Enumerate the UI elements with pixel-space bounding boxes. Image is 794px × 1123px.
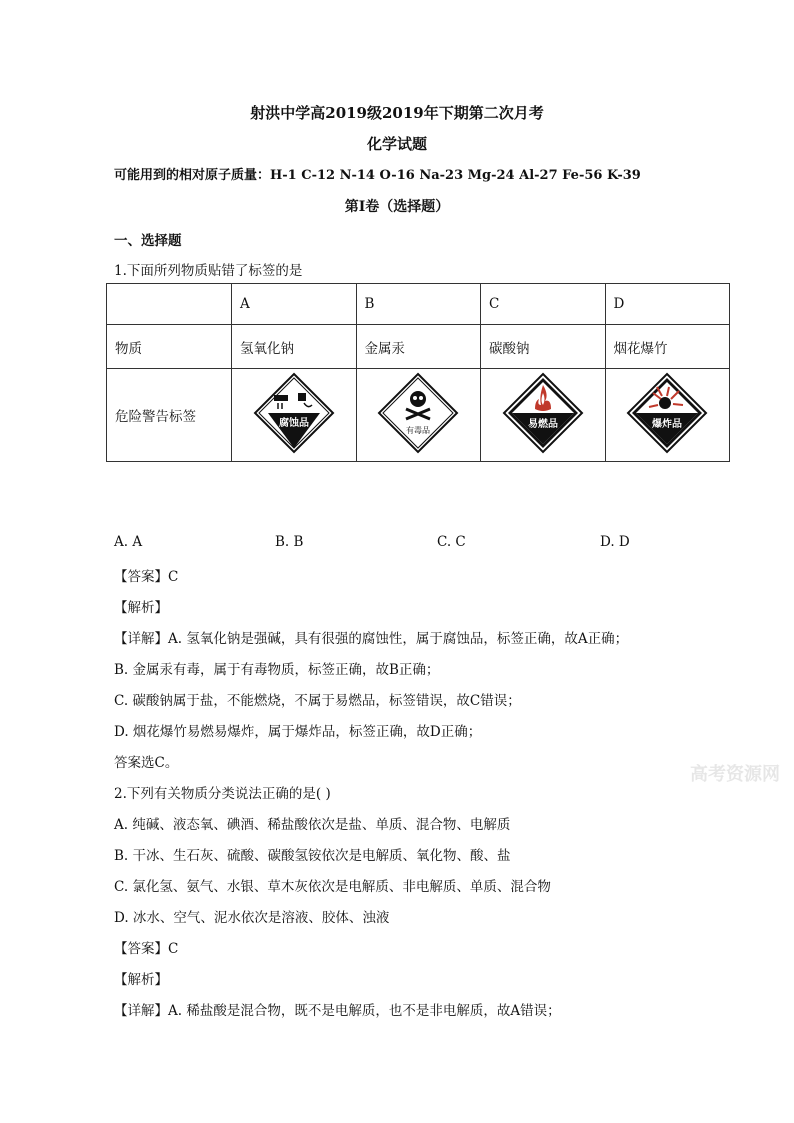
hazard-label-table — [106, 283, 730, 462]
sign-text-a: 腐蚀品 — [278, 418, 309, 429]
substance-a: 氢氧化钠 — [232, 325, 357, 369]
section-heading: 一、选择题 — [114, 233, 182, 249]
q1-conclusion: 答案选C。 — [114, 755, 179, 771]
substance-b: 金属汞 — [356, 325, 481, 369]
q1-option-a: A. A — [114, 534, 143, 550]
sign-text-b: 有毒品 — [406, 426, 431, 435]
sign-cell-a — [232, 369, 357, 462]
table-header-empty — [107, 284, 232, 325]
exam-title: 射洪中学高2019级2019年下期第二次月考 — [250, 104, 544, 122]
substance-c: 碳酸钠 — [481, 325, 606, 369]
sign-cell-c — [481, 369, 606, 462]
q1-option-b: B. B — [275, 534, 304, 550]
row-label-warning: 危险警告标签 — [107, 369, 232, 462]
toxic-sign-icon — [376, 371, 460, 455]
explosive-sign-icon — [625, 371, 709, 455]
sign-text-d: 爆炸品 — [652, 419, 683, 430]
q2-detail-a: 【详解】A. 稀盐酸是混合物，既不是电解质，也不是非电解质，故A错误； — [114, 1003, 561, 1019]
q2-analysis: 【解析】 — [114, 972, 168, 988]
subject-title: 化学试题 — [366, 135, 427, 153]
q2-option-a: A. 纯碱、液态氧、碘酒、稀盐酸依次是盐、单质、混合物、电解质 — [114, 817, 511, 833]
q2-stem: 2.下列有关物质分类说法正确的是( ) — [114, 786, 331, 802]
q2-answer: 【答案】C — [114, 941, 179, 957]
q2-option-d: D. 冰水、空气、泥水依次是溶液、胶体、浊液 — [114, 910, 390, 926]
atomic-mass-line: 可能用到的相对原子质量：H-1 C-12 N-14 O-16 Na-23 Mg-24 Al-27 Fe-56 K-39 — [114, 168, 641, 183]
sign-text-c: 易燃品 — [527, 419, 558, 430]
q1-detail-b: B. 金属汞有毒，属于有毒物质，标签正确，故B正确； — [114, 662, 440, 678]
q2-option-b: B. 干冰、生石灰、硫酸、碳酸氢铵依次是电解质、氧化物、酸、盐 — [114, 848, 511, 864]
q1-detail-a: 【详解】A. 氢氧化钠是强碱，具有很强的腐蚀性，属于腐蚀品，标签正确，故A正确； — [114, 631, 629, 647]
table-header-c: C — [481, 284, 606, 325]
table-header-a: A — [232, 284, 357, 325]
q2-option-c: C. 氯化氢、氨气、水银、草木灰依次是电解质、非电解质、单质、混合物 — [114, 879, 551, 895]
q1-detail-c: C. 碳酸钠属于盐，不能燃烧，不属于易燃品，标签错误，故C错误； — [114, 693, 521, 709]
watermark: 高考资源网 — [690, 764, 780, 785]
sign-cell-d — [605, 369, 730, 462]
q1-option-c: C. C — [437, 534, 466, 550]
sign-cell-b — [356, 369, 481, 462]
q1-answer: 【答案】C — [114, 569, 179, 585]
substance-d: 烟花爆竹 — [605, 325, 730, 369]
corrosive-sign-icon — [252, 371, 336, 455]
table-header-d: D — [605, 284, 730, 325]
volume-title: 第Ⅰ卷（选择题） — [344, 199, 450, 215]
table-header-b: B — [356, 284, 481, 325]
row-label-substance: 物质 — [107, 325, 232, 369]
flammable-sign-icon — [501, 371, 585, 455]
q1-detail-d: D. 烟花爆竹易燃易爆炸，属于爆炸品，标签正确，故D正确； — [114, 724, 482, 740]
q1-stem: 1.下面所列物质贴错了标签的是 — [114, 263, 303, 279]
q1-option-d: D. D — [600, 534, 630, 550]
q1-analysis: 【解析】 — [114, 600, 168, 616]
